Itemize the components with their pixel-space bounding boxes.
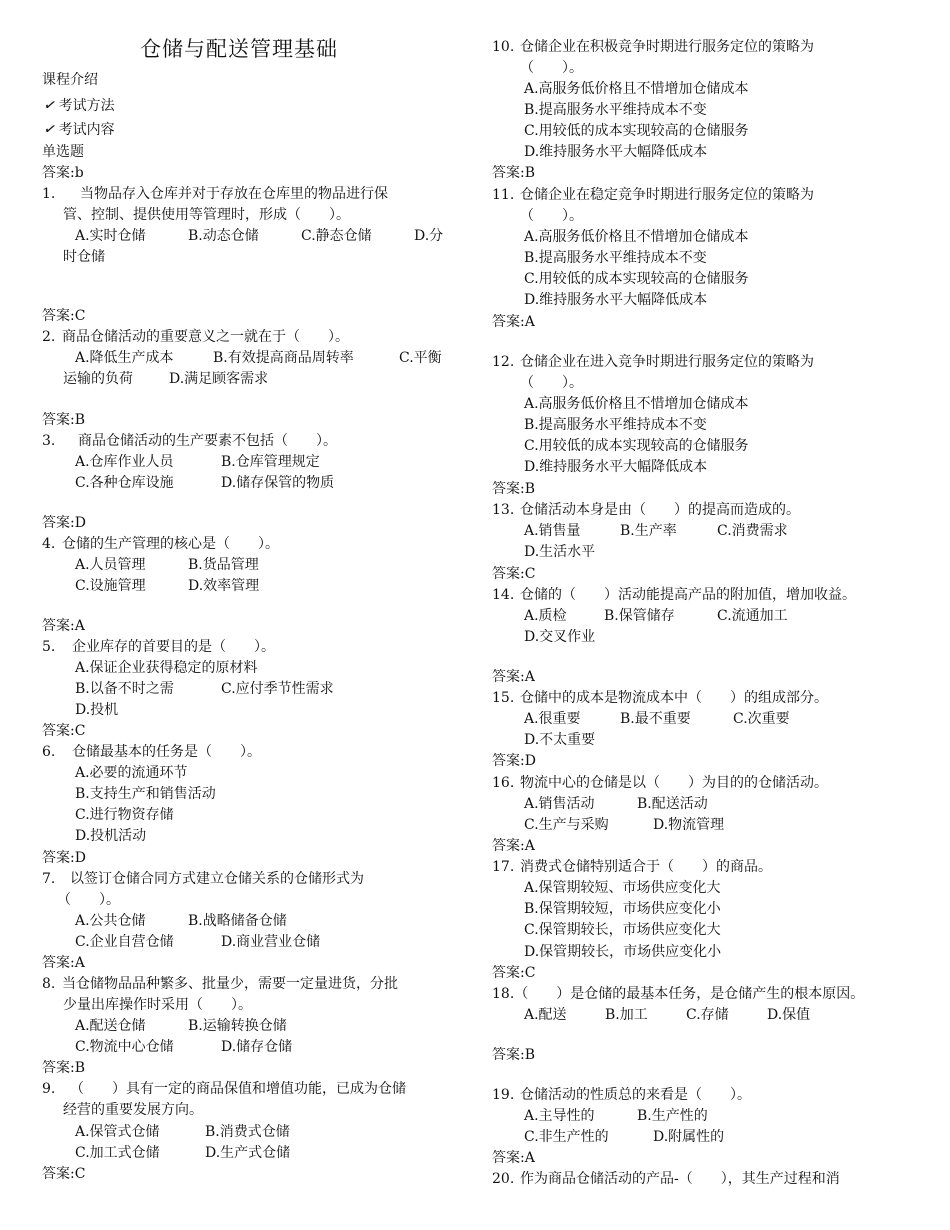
option: D.保管期较长，市场供应变化小 [524, 944, 722, 960]
question-stem [520, 374, 583, 392]
question-stem [492, 985, 864, 1003]
question-stem [57, 891, 120, 909]
page-title: 仓储与配送管理基础 [140, 37, 338, 61]
section-heading [42, 143, 84, 161]
option: A.高服务低价格且不惜增加仓储成本 [524, 396, 749, 412]
text-span: 16. [492, 775, 515, 791]
question-stem [42, 1080, 406, 1098]
option: A.高服务低价格且不惜增加仓储成本 [524, 81, 749, 97]
question-options [524, 522, 827, 540]
option: D.投机活动 [75, 828, 147, 844]
question-options [75, 764, 188, 782]
question-options [75, 556, 308, 574]
text-span: 2. [42, 329, 56, 345]
question-options [524, 731, 595, 749]
option: D.保值 [767, 1007, 811, 1023]
question-stem [492, 353, 814, 371]
question-options [524, 80, 749, 98]
option: B.配送活动 [637, 796, 708, 812]
question-options [63, 248, 105, 266]
text-span: （ ）是仓储的最基本任务，是仓储产生的根本原因。 [514, 986, 865, 1002]
text-span: 答案:C [492, 566, 536, 582]
bullet-label: 考试方法 [58, 98, 115, 114]
option: B.运输转换仓储 [188, 1018, 287, 1034]
answer-label [42, 307, 85, 325]
option: C.静态仓储 [301, 228, 372, 244]
question-options [75, 912, 328, 930]
answer-label [492, 1046, 535, 1064]
question-options [524, 900, 721, 918]
text-span: 答案:B [42, 1060, 86, 1076]
text-span: 17. [492, 859, 515, 875]
question-options [524, 101, 707, 119]
text-span: 10. [492, 39, 515, 55]
option: B.支持生产和销售活动 [75, 786, 216, 802]
question-stem [492, 501, 800, 519]
text-span: 答案:A [492, 314, 535, 330]
text-span: 答案:D [42, 515, 86, 531]
question-stem [42, 185, 388, 203]
text-span: D.满足顾客需求 [169, 371, 269, 387]
text-span: 仓储活动的性质总的来看是（ ）。 [520, 1087, 751, 1103]
question-options [75, 474, 361, 492]
text-span: 企业库存的首要目的是（ ）。 [72, 639, 275, 655]
text-span: 答案:B [492, 481, 536, 497]
text-span: 仓储企业在进入竞争时期进行服务定位的策略为 [520, 354, 814, 370]
question-options [524, 1128, 773, 1146]
question-options [524, 1006, 827, 1024]
option: D.分 [414, 228, 444, 244]
text-span: 时仓储 [63, 249, 105, 265]
text-span: 答案:D [492, 753, 536, 769]
text-span: 3. [42, 433, 56, 449]
question-options [75, 577, 308, 595]
option: C.用较低的成本实现较高的仓储服务 [524, 271, 749, 287]
text-span: 8. [42, 976, 56, 992]
text-span: 答案:A [42, 618, 85, 634]
question-options [524, 122, 749, 140]
option: D.商业营业仓储 [221, 934, 321, 950]
option: A.实时仓储 [75, 228, 146, 244]
course-intro [42, 71, 98, 89]
text-span: 经营的重要发展方向。 [63, 1102, 203, 1118]
question-options [524, 607, 827, 625]
text-span: 仓储最基本的任务是（ ）。 [72, 744, 261, 760]
text-span: （ ）。 [57, 892, 120, 908]
question-stem [492, 186, 814, 204]
text-span: （ ）。 [520, 208, 583, 224]
question-stem [492, 1086, 751, 1104]
answer-label [42, 849, 86, 867]
answer-label [42, 954, 85, 972]
text-span: 仓储活动本身是由（ ）的提高而造成的。 [520, 502, 800, 518]
option: A.高服务低价格且不惜增加仓储成本 [524, 229, 749, 245]
question-options [524, 228, 749, 246]
option: B.提高服务水平维持成本不变 [524, 250, 707, 266]
question-stem [520, 59, 583, 77]
text-span: 15. [492, 690, 515, 706]
answer-label [492, 668, 535, 686]
answer-label [42, 1165, 85, 1183]
option: B.以备不时之需 [75, 681, 174, 697]
question-stem [492, 1170, 840, 1188]
text-span: 答案:C [42, 723, 86, 739]
question-stem [42, 743, 261, 761]
option: C.平衡 [399, 350, 442, 366]
question-stem [492, 689, 828, 707]
text-span: 单选题 [42, 144, 84, 160]
answer-label [492, 752, 536, 770]
answer-label [492, 837, 535, 855]
text-span: 答案:A [42, 955, 85, 971]
option: B.生产性的 [637, 1108, 708, 1124]
answer-label [492, 480, 535, 498]
text-span: 13. [492, 502, 515, 518]
option: D.效率管理 [188, 578, 260, 594]
text-span: 答案:A [492, 1150, 535, 1166]
question-stem [492, 774, 828, 792]
question-options [524, 816, 773, 834]
question-options [524, 270, 749, 288]
text-span: 以签订仓储合同方式建立仓储关系的仓储形式为 [70, 871, 364, 887]
text-span: 18. [492, 986, 515, 1002]
option: C.进行物资存储 [75, 807, 174, 823]
answer-label [42, 514, 86, 532]
option: B.仓库管理规定 [221, 454, 320, 470]
question-stem [63, 206, 350, 224]
question-options [524, 943, 721, 961]
text-span: （ ）。 [520, 60, 583, 76]
option: B.提高服务水平维持成本不变 [524, 102, 707, 118]
option: A.降低生产成本 [75, 350, 174, 366]
answer-label [42, 722, 85, 740]
text-span: 答案:A [492, 669, 535, 685]
option: C.非生产性的 [524, 1129, 609, 1145]
question-options [75, 827, 146, 845]
question-options [524, 921, 721, 939]
checkmark-icon: ✓ [42, 118, 59, 140]
text-span: 7. [42, 871, 56, 887]
answer-label [492, 1149, 535, 1167]
option: B.货品管理 [188, 557, 259, 573]
question-options [75, 933, 361, 951]
question-options [524, 710, 843, 728]
question-stem [42, 870, 364, 888]
question-options [75, 1038, 361, 1056]
option: C.设施管理 [75, 578, 146, 594]
question-options [524, 795, 757, 813]
question-stem [42, 638, 275, 656]
answer-label [492, 313, 535, 331]
question-stem [492, 38, 814, 56]
text-span: 20. [492, 1171, 515, 1187]
text-span: 仓储企业在稳定竞争时期进行服务定位的策略为 [520, 187, 814, 203]
option: A.质检 [524, 608, 567, 624]
option: C.用较低的成本实现较高的仓储服务 [524, 438, 749, 454]
option: D.不太重要 [524, 732, 596, 748]
answer-label [492, 565, 535, 583]
text-span: 商品仓储活动的重要意义之一就在于（ ）。 [62, 329, 349, 345]
text-span: 商品仓储活动的生产要素不包括（ ）。 [78, 433, 337, 449]
question-options [524, 416, 707, 434]
question-stem [42, 328, 349, 346]
option: B.保管期较短，市场供应变化小 [524, 901, 721, 917]
option: B.最不重要 [620, 711, 691, 727]
question-options [524, 628, 595, 646]
text-span: 答案:C [492, 965, 536, 981]
text-span: 1. [42, 186, 56, 202]
option: C.流通加工 [717, 608, 788, 624]
option: A.保管式仓储 [75, 1124, 160, 1140]
option: B.保管储存 [604, 608, 675, 624]
option: D.物流管理 [653, 817, 725, 833]
option: D.交叉作业 [524, 629, 596, 645]
text-span: 仓储的生产管理的核心是（ ）。 [62, 536, 279, 552]
question-stem [492, 586, 856, 604]
question-stem [42, 975, 398, 993]
intro-bullet [44, 120, 115, 139]
text-span: 当物品存入仓库并对于存放在仓库里的物品进行保 [80, 186, 388, 202]
option: C.用较低的成本实现较高的仓储服务 [524, 123, 749, 139]
bullet-label: 考试内容 [58, 122, 115, 138]
question-options [75, 659, 258, 677]
question-options [524, 1107, 757, 1125]
answer-label [492, 164, 535, 182]
question-options [75, 349, 449, 367]
text-span: 答案:B [42, 412, 86, 428]
question-stem [520, 207, 583, 225]
question-options [524, 291, 707, 309]
answer-label [42, 1059, 85, 1077]
option: B.加工 [605, 1007, 648, 1023]
option: A.主导性的 [524, 1108, 595, 1124]
option: D.维持服务水平大幅降低成本 [524, 292, 708, 308]
text-span: （ ）具有一定的商品保值和增值功能，已成为仓储 [70, 1081, 406, 1097]
text-span: 11. [492, 187, 515, 203]
question-options [75, 680, 381, 698]
text-span: 管、控制、提供使用等管理时，形成（ ）。 [63, 207, 350, 223]
checkmark-icon: ✓ [42, 94, 59, 116]
text-span: 消费式仓储特别适合于（ ）的商品。 [520, 859, 772, 875]
text-span: 12. [492, 354, 515, 370]
option: C.各种仓库设施 [75, 475, 174, 491]
option: A.销售量 [524, 523, 581, 539]
option: B.战略储备仓储 [188, 913, 287, 929]
text-span: 少量出库操作时采用（ ）。 [63, 997, 252, 1013]
text-span: 6. [42, 744, 56, 760]
question-options [524, 143, 707, 161]
question-stem [492, 858, 772, 876]
option: A.配送 [524, 1007, 567, 1023]
text-span: 答案:B [492, 165, 536, 181]
text-span: 4. [42, 536, 56, 552]
text-span: 答案:A [492, 838, 535, 854]
question-options [75, 227, 444, 245]
question-options [524, 879, 721, 897]
option: C.物流中心仓储 [75, 1039, 174, 1055]
option: A.保证企业获得稳定的原材料 [75, 660, 258, 676]
question-stem [63, 996, 252, 1014]
text-span: 19. [492, 1087, 515, 1103]
text-span: 仓储企业在积极竞争时期进行服务定位的策略为 [520, 39, 814, 55]
text-span: 物流中心的仓储是以（ ）为目的的仓储活动。 [520, 775, 828, 791]
option: A.保管期较短、市场供应变化大 [524, 880, 721, 896]
intro-bullet [44, 96, 115, 115]
text-span: 14. [492, 587, 515, 603]
option: B.有效提高商品周转率 [213, 350, 354, 366]
option: C.存储 [686, 1007, 729, 1023]
option: D.生产式仓储 [205, 1145, 291, 1161]
text-span: 9. [42, 1081, 56, 1097]
question-options [524, 249, 707, 267]
option: C.企业自营仓储 [75, 934, 174, 950]
text-span: 当仓储物品品种繁多、批量少，需要一定量进货，分批 [62, 976, 398, 992]
question-options [524, 395, 749, 413]
option: A.必要的流通环节 [75, 765, 188, 781]
question-options [75, 1144, 345, 1162]
option: A.公共仓储 [75, 913, 146, 929]
text-span: （ ）。 [520, 375, 583, 391]
option: D.维持服务水平大幅降低成本 [524, 144, 708, 160]
answer-label [42, 411, 85, 429]
option: A.仓库作业人员 [75, 454, 174, 470]
answer-label [492, 964, 535, 982]
option: D.维持服务水平大幅降低成本 [524, 459, 708, 475]
option: D.储存仓储 [221, 1039, 293, 1055]
question-stem [42, 432, 337, 450]
question-options [75, 1017, 328, 1035]
text-span: 课程介绍 [42, 72, 98, 88]
option: B.提高服务水平维持成本不变 [524, 417, 707, 433]
text-span: 答案:C [42, 308, 86, 324]
option: A.人员管理 [75, 557, 146, 573]
text-span: 答案:B [492, 1047, 536, 1063]
option: C.加工式仓储 [75, 1145, 160, 1161]
option: C.保管期较长，市场供应变化大 [524, 922, 721, 938]
option: D.投机 [75, 702, 119, 718]
question-options [75, 701, 118, 719]
question-options [524, 437, 749, 455]
question-options [63, 370, 268, 388]
question-options [524, 458, 707, 476]
option: C.生产与采购 [524, 817, 609, 833]
option: D.生活水平 [524, 544, 596, 560]
option: A.销售活动 [524, 796, 595, 812]
question-stem [42, 535, 279, 553]
option: A.配送仓储 [75, 1018, 146, 1034]
question-options [524, 543, 595, 561]
question-options [75, 785, 216, 803]
option: B.消费式仓储 [205, 1124, 290, 1140]
answer-label [42, 617, 85, 635]
option: B.动态仓储 [188, 228, 259, 244]
question-options [75, 453, 341, 471]
text-span: 作为商品仓储活动的产品-（ ），其生产过程和消 [520, 1171, 840, 1187]
option: D.附属性的 [653, 1129, 725, 1145]
text-span: 答案:C [42, 1166, 86, 1182]
option: C.消费需求 [717, 523, 788, 539]
text-span: 运输的负荷 [63, 371, 133, 387]
option: B.生产率 [620, 523, 677, 539]
option: C.应付季节性需求 [221, 681, 334, 697]
text-span: 仓储的（ ）活动能提高产品的附加值，增加收益。 [520, 587, 856, 603]
option: D.储存保管的物质 [221, 475, 335, 491]
text-span: 答案:D [42, 850, 86, 866]
question-options [75, 806, 174, 824]
question-options [75, 1123, 345, 1141]
option: C.次重要 [733, 711, 790, 727]
text-span: 5. [42, 639, 56, 655]
text-span: 仓储中的成本是物流成本中（ ）的组成部分。 [520, 690, 828, 706]
question-stem [63, 1101, 203, 1119]
text-span: 答案:b [42, 165, 84, 181]
answer-label [42, 164, 84, 182]
option: A.很重要 [524, 711, 581, 727]
